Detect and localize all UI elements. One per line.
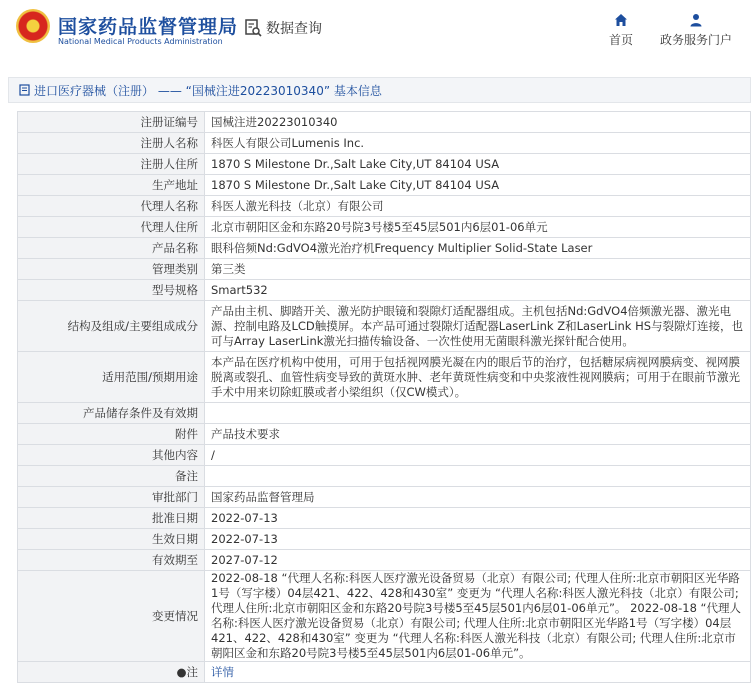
field-label: 注册人住所 [18, 154, 205, 175]
field-value: 产品技术要求 [205, 424, 751, 445]
document-icon [19, 84, 30, 96]
table-row [18, 571, 751, 662]
field-label: 注册人名称 [18, 133, 205, 154]
nav-service-portal[interactable] [658, 13, 734, 48]
field-label: 注册证编号 [18, 112, 205, 133]
field-label: 变更情况 [18, 571, 205, 662]
brand-subtitle: National Medical Products Administration [58, 37, 223, 46]
brand-title[interactable]: 国家药品监督管理局 [58, 16, 239, 38]
field-label: 附件 [18, 424, 205, 445]
table-row [18, 445, 751, 466]
table-row [18, 175, 751, 196]
field-value: 科医人激光科技（北京）有限公司 [205, 196, 751, 217]
field-value: / [205, 445, 751, 466]
field-value: 国械注进20223010340 [205, 112, 751, 133]
field-label: 批准日期 [18, 508, 205, 529]
breadcrumb-text: 进口医疗器械（注册） —— “国械注进20223010340” 基本信息 [34, 83, 382, 98]
bulb-icon: ● [176, 664, 187, 679]
table-row [18, 508, 751, 529]
field-label: 生产地址 [18, 175, 205, 196]
table-row [18, 662, 751, 683]
field-value: 眼科倍频Nd:GdVO4激光治疗机Frequency Multiplier Solid-State Laser [205, 238, 751, 259]
field-label: 适用范围/预期用途 [18, 352, 205, 403]
detail-table [17, 111, 751, 683]
field-value: 本产品在医疗机构中使用，可用于包括视网膜光凝在内的眼后节的治疗，包括糖尿病视网膜病变、视网膜脱离或裂孔、血管性病变导致的黄斑水肿、老年黄斑性病变和中央浆液性视网膜病；可用于在眼前节激光手术中用来切除虹膜或者小梁组织（仅CW模式）。 [205, 352, 751, 403]
field-value: 产品由主机、脚踏开关、激光防护眼镜和裂隙灯适配器组成。主机包括Nd:GdVO4倍频激光器、激光电源、控制电路及LCD触摸屏。本产品可通过裂隙灯适配器LaserLink Z和LaserLink HS与裂隙灯连接，也可与Array LaserLink激光扫描传输设备、一次性使用无菌眼科激光探针配合使用。 [205, 301, 751, 352]
field-label: 型号规格 [18, 280, 205, 301]
table-row [18, 550, 751, 571]
field-label: 代理人住所 [18, 217, 205, 238]
field-label: 其他内容 [18, 445, 205, 466]
table-row [18, 466, 751, 487]
table-row [18, 259, 751, 280]
field-label: 生效日期 [18, 529, 205, 550]
table-row [18, 238, 751, 259]
table-row [18, 403, 751, 424]
field-value: 2022-07-13 [205, 529, 751, 550]
nav-home[interactable] [605, 13, 637, 48]
field-value [205, 403, 751, 424]
table-row [18, 112, 751, 133]
table-row [18, 196, 751, 217]
table-row [18, 154, 751, 175]
table-row [18, 133, 751, 154]
field-label: 产品储存条件及有效期 [18, 403, 205, 424]
field-value: 2022-08-18 “代理人名称:科医人医疗激光设备贸易（北京）有限公司; 代理人住所:北京市朝阳区光华路1号（写字楼）04层421、422、428和430室” 变更为 “代理人名称:科医人激光科技（北京）有限公司; 代理人住所:北京市朝阳区金和东路20号院3号楼5至45层501内6层01-06单元”。 2022-08-18 “代理人名称:科医人医疗激光设备贸易（北京）有限公司; 代理人住所:北京市朝阳区光华路1号（写字楼）04层421、422、428和430室” 变更为 “代理人名称:科医人激光科技（北京）有限公司; 代理人住所:北京市朝阳区金和东路20号院3号楼5至45层501内6层01-06单元”。 [205, 571, 751, 662]
field-label: 有效期至 [18, 550, 205, 571]
details-link[interactable]: 详情 [211, 664, 234, 679]
field-value: 1870 S Milestone Dr.,Salt Lake City,UT 84104 USA [205, 175, 751, 196]
field-value: 北京市朝阳区金和东路20号院3号楼5至45层501内6层01-06单元 [205, 217, 751, 238]
field-label: 备注 [18, 466, 205, 487]
table-row [18, 529, 751, 550]
table-row [18, 424, 751, 445]
search-document-icon [244, 19, 262, 37]
table-row [18, 352, 751, 403]
field-value: 2022-07-13 [205, 508, 751, 529]
field-value: 国家药品监督管理局 [205, 487, 751, 508]
nav-home-label: 首页 [608, 33, 633, 47]
site-header [0, 0, 753, 62]
field-value: 第三类 [205, 259, 751, 280]
field-label-note [18, 662, 205, 683]
field-label: 审批部门 [18, 487, 205, 508]
field-value: 2027-07-12 [205, 550, 751, 571]
table-row [18, 217, 751, 238]
nav-service-label: 政务服务门户 [659, 33, 732, 47]
user-icon [689, 13, 703, 27]
field-value [205, 662, 751, 683]
national-emblem-icon [16, 9, 50, 43]
data-query-label: 数据查询 [266, 21, 322, 37]
field-label: 管理类别 [18, 259, 205, 280]
table-row [18, 487, 751, 508]
field-label: 代理人名称 [18, 196, 205, 217]
table-row [18, 301, 751, 352]
table-row [18, 280, 751, 301]
field-value: Smart532 [205, 280, 751, 301]
field-value: 科医人有限公司Lumenis Inc. [205, 133, 751, 154]
field-label: 结构及组成/主要组成成分 [18, 301, 205, 352]
data-query-link[interactable] [244, 18, 322, 38]
breadcrumb [8, 77, 751, 103]
field-value [205, 466, 751, 487]
home-icon [614, 13, 628, 27]
note-label: 注 [186, 664, 198, 679]
field-value: 1870 S Milestone Dr.,Salt Lake City,UT 84104 USA [205, 154, 751, 175]
field-label: 产品名称 [18, 238, 205, 259]
